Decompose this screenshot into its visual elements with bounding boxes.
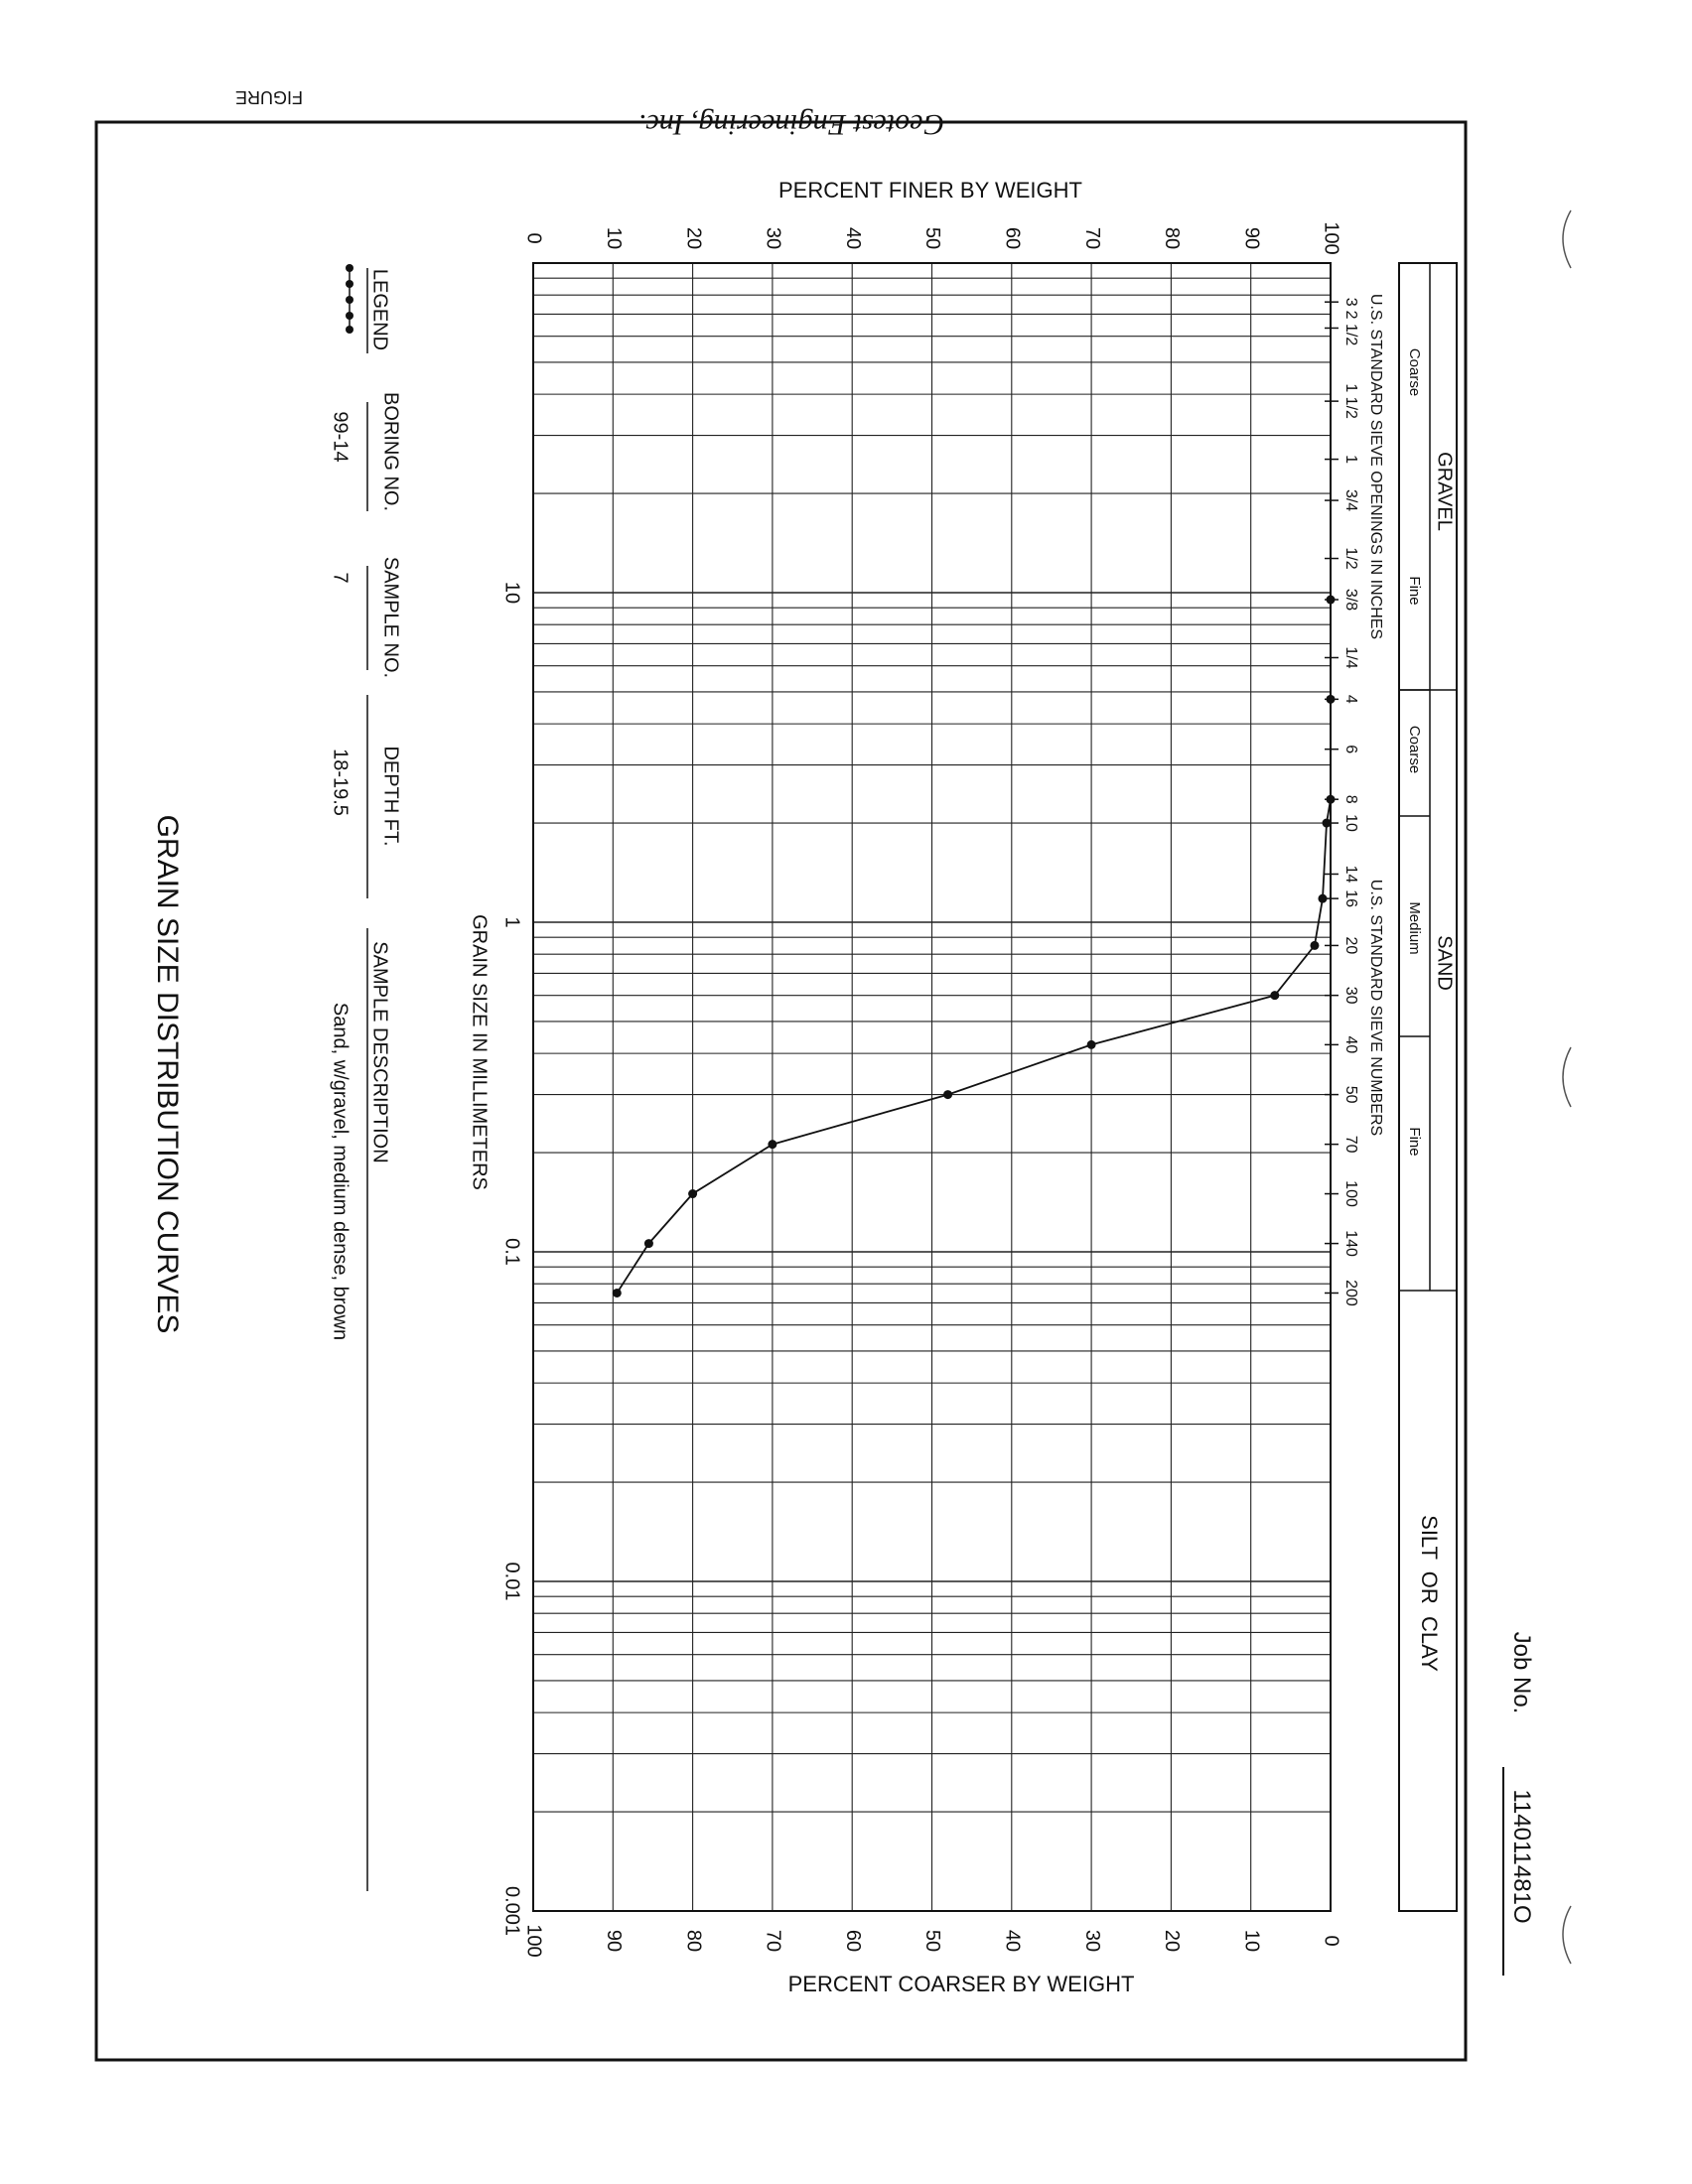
sample-header: SAMPLE NO.: [379, 556, 402, 679]
x-tick-label: 10: [500, 581, 523, 605]
legend-symbol-dot: [346, 280, 353, 288]
data-point: [1327, 596, 1336, 605]
data-point: [943, 1090, 952, 1099]
sieve-numbers-title: U.S. STANDARD SIEVE NUMBERS: [1366, 879, 1384, 1137]
job-number: 114011481O: [1508, 1789, 1535, 1924]
y-tick-label: 30: [762, 226, 784, 250]
sieve-label: 10: [1341, 814, 1359, 832]
data-point: [688, 1189, 697, 1198]
data-series: [613, 596, 1336, 1297]
sand-fine-label: Fine: [1406, 1127, 1424, 1157]
data-point: [644, 1239, 653, 1248]
depth-value: 18-19.5: [329, 749, 352, 816]
sieve-label: 3/8: [1341, 588, 1359, 612]
data-point: [768, 1140, 776, 1149]
binder-hole-mark: [1563, 1047, 1571, 1107]
sieve-label: 6: [1341, 745, 1359, 754]
y-tick-label: 60: [1001, 226, 1024, 250]
sieve-label: 1/2: [1341, 547, 1359, 570]
axis-labels: [501, 221, 1342, 1957]
boring-value: 99-14: [329, 411, 352, 463]
page-title: GRAIN SIZE DISTRIBUTION CURVES: [151, 814, 185, 1334]
y-tick-label: 40: [841, 226, 864, 250]
sieve-label: 3: [1341, 297, 1359, 307]
sieve-label: 40: [1341, 1035, 1359, 1054]
gravel-coarse-label: Coarse: [1406, 347, 1424, 397]
chart-grid: [533, 263, 1331, 1911]
sieve-label: 140: [1341, 1230, 1359, 1257]
legend-block: [330, 264, 402, 1891]
data-point: [1310, 941, 1319, 950]
gravel-label: GRAVEL: [1433, 452, 1456, 531]
data-point: [1327, 695, 1336, 704]
y-axis-title: PERCENT FINER BY WEIGHT: [777, 177, 1083, 203]
description-header: SAMPLE DESCRIPTION: [368, 941, 391, 1163]
legend-symbol-dot: [346, 326, 353, 334]
y-tick-label-right: 100: [522, 1924, 545, 1958]
sheet-frame: [96, 122, 1466, 2060]
boring-header: BORING NO.: [379, 391, 402, 512]
sieve-label: 100: [1341, 1180, 1359, 1207]
depth-header: DEPTH FT.: [379, 746, 402, 847]
sieve-label: 1 1/2: [1341, 383, 1359, 419]
y-tick-label-right: 10: [1240, 1929, 1263, 1953]
legend-symbol-dot: [346, 312, 353, 320]
data-point: [613, 1289, 622, 1297]
sand-medium-label: Medium: [1406, 901, 1424, 955]
data-point: [1327, 795, 1336, 804]
y-tick-label-right: 30: [1080, 1929, 1103, 1953]
legend-symbol-dot: [346, 264, 353, 272]
sieve-label: 2 1/2: [1341, 310, 1359, 346]
description-value: Sand, w/gravel, medium dense, brown: [329, 1002, 352, 1341]
y-tick-label-right: 50: [921, 1929, 944, 1953]
y-tick-label: 10: [603, 226, 626, 250]
x-tick-label: 0.1: [500, 1238, 523, 1266]
y-tick-label-right: 60: [841, 1929, 864, 1953]
sieve-label: 70: [1341, 1135, 1359, 1154]
y-tick-label-right: 70: [762, 1929, 784, 1953]
company-name: Geotest Engineering, Inc.: [637, 108, 945, 142]
y-tick-label: 0: [522, 232, 545, 244]
gravel-fine-label: Fine: [1406, 576, 1424, 606]
y-tick-label: 20: [682, 226, 705, 250]
sieve-label: 1: [1341, 455, 1359, 465]
sieve-label: 3/4: [1341, 488, 1359, 512]
y-tick-label: 80: [1161, 226, 1184, 250]
y-tick-label-right: 0: [1320, 1935, 1342, 1947]
y-tick-label-right: 80: [682, 1929, 705, 1953]
binder-hole-mark: [1563, 1906, 1571, 1964]
sieve-label: 4: [1341, 694, 1359, 704]
sieve-label: 14: [1341, 865, 1359, 884]
y-tick-label-right: 20: [1161, 1929, 1184, 1953]
x-axis-title: GRAIN SIZE IN MILLIMETERS: [468, 914, 491, 1190]
y-tick-label-right: 40: [1001, 1929, 1024, 1953]
sieve-label: 20: [1341, 936, 1359, 955]
y-tick-label: 100: [1320, 221, 1342, 255]
data-point: [1270, 991, 1279, 1000]
legend-symbol-dot: [346, 296, 353, 304]
y-tick-label: 70: [1080, 226, 1103, 250]
figure-label: FIGURE: [234, 87, 304, 107]
silt-clay-label: SILT OR CLAY: [1417, 1515, 1443, 1672]
x-tick-label: 0.01: [500, 1562, 523, 1601]
sand-coarse-label: Coarse: [1406, 725, 1424, 774]
sieve-label: 50: [1341, 1085, 1359, 1104]
legend-header: LEGEND: [368, 268, 391, 351]
legend-symbol: [346, 264, 353, 334]
x-tick-label: 1: [500, 916, 523, 928]
data-point: [1087, 1040, 1096, 1049]
binder-hole-mark: [1563, 210, 1571, 268]
sieve-label: 200: [1341, 1280, 1359, 1306]
y-tick-label: 50: [921, 226, 944, 250]
series-line: [617, 600, 1331, 1294]
job-label: Job No.: [1508, 1631, 1535, 1714]
sample-value: 7: [329, 572, 352, 584]
sieve-label: 16: [1341, 889, 1359, 908]
sand-label: SAND: [1433, 935, 1456, 991]
sieve-label: 1/4: [1341, 646, 1359, 669]
sieve-label: 30: [1341, 986, 1359, 1005]
sieve-label: 8: [1341, 794, 1359, 804]
classification-table: [1399, 263, 1457, 1911]
data-point: [1318, 894, 1327, 903]
y-tick-label: 90: [1240, 226, 1263, 250]
x-tick-label: 0.001: [500, 1885, 523, 1937]
data-point: [1322, 819, 1331, 828]
sieve-openings-title: U.S. STANDARD SIEVE OPENINGS IN INCHES: [1366, 293, 1384, 640]
y-tick-label-right: 90: [603, 1929, 626, 1953]
y-axis-title-right: PERCENT COARSER BY WEIGHT: [787, 1971, 1135, 1996]
